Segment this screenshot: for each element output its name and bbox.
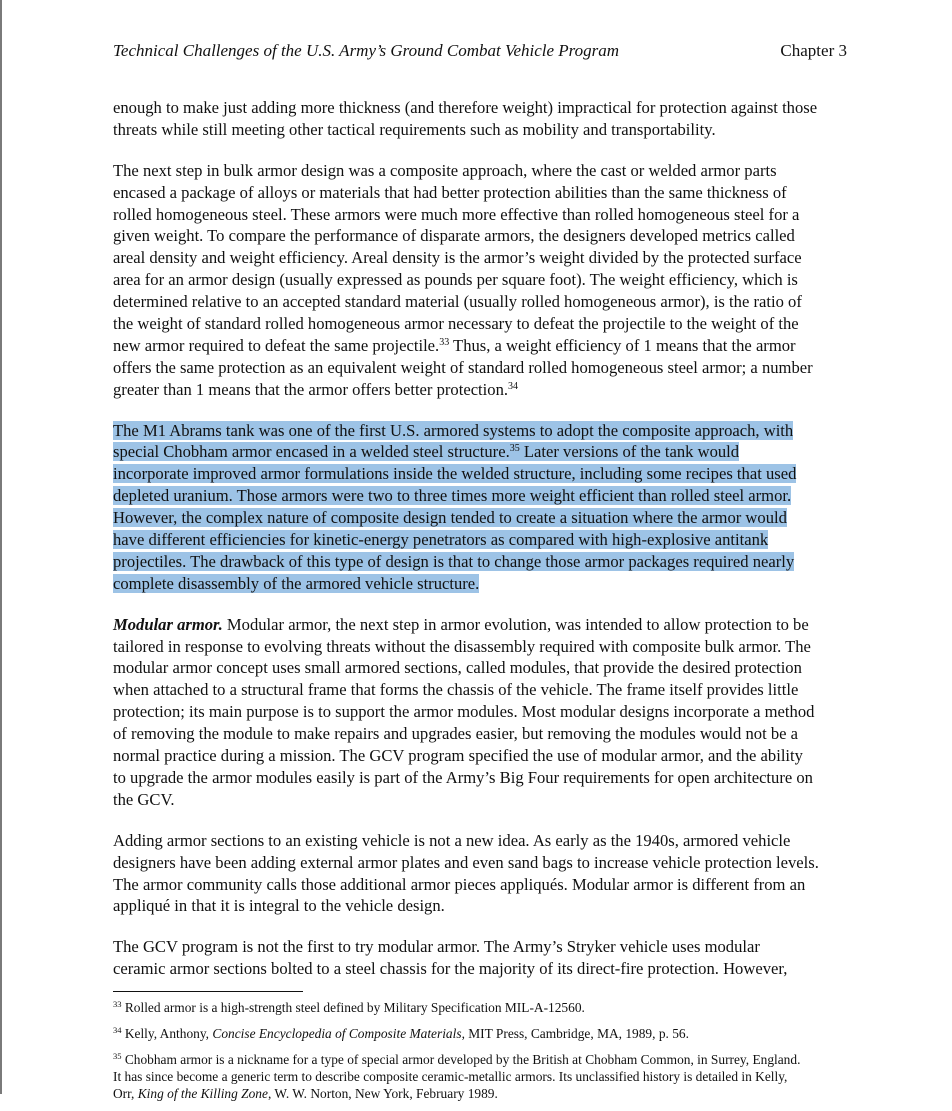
highlight-span: incorporate improved armor formulations inside the welded structure, including some recipes that used (113, 464, 797, 484)
paragraph-1 (113, 97, 853, 141)
text-line: appliqué in that it is integral to the vehicle design. (113, 896, 445, 916)
text-segment: special Chobham armor encased in a welded steel structure. (113, 442, 510, 462)
text-line: Adding armor sections to an existing vehicle is not a new idea. As early as the 1940s, armored vehicle (113, 830, 791, 850)
text-line (113, 614, 853, 636)
highlight-span: projectiles. The drawback of this type of design is that to change those armor packages required nearly (113, 551, 795, 571)
highlight-span: However, the complex nature of composite design tended to create a situation where the armor would (113, 508, 787, 528)
highlight-span (113, 442, 739, 461)
text-line: designers have been adding external armor plates and even sand bags to increase vehicle protection levels. (113, 852, 819, 872)
text-line: the GCV. (113, 789, 175, 809)
run-in-heading: Modular armor. (113, 614, 223, 634)
book-title: Concise Encyclopedia of Composite Materials (212, 1026, 462, 1041)
text-line (113, 335, 853, 357)
text-line (113, 463, 853, 485)
text-line: The armor community calls those additional armor pieces appliqués. Modular armor is different from an (113, 874, 806, 894)
footnote-ref-34[interactable]: 34 (508, 380, 519, 392)
text-line: the weight of standard rolled homogeneous armor necessary to defeat the projectile to the weight of the (113, 314, 799, 334)
paragraph-2 (113, 160, 853, 401)
text-line (113, 529, 853, 551)
footnote-number: 34 (113, 1025, 122, 1035)
text-line: modular armor concept uses small armored sections, called modules, that provide the desired protection (113, 658, 802, 678)
footnote-separator (113, 991, 303, 992)
chapter-label: Chapter 3 (780, 41, 847, 60)
footnote-text: Rolled armor is a high-strength steel defined by Military Specification MIL-A-12560. (121, 1000, 585, 1015)
text-segment: new armor required to defeat the same projectile. (113, 335, 440, 355)
footnote-text: Chobham armor is a nickname for a type of special armor developed by the British at Chobham Common, in Surrey, England. (121, 1052, 801, 1067)
text-line: encased a package of alloys or materials that had better protection abilities than the same thickness of (113, 182, 787, 202)
footnote-number: 33 (113, 999, 122, 1009)
text-line: The next step in bulk armor design was a composite approach, where the cast or welded armor parts (113, 160, 777, 180)
footnote-ref-35[interactable]: 35 (509, 443, 520, 455)
text-line: of removing the module to make repairs and upgrades easier, but removing the modules would not be a (113, 724, 799, 744)
paragraph-5 (113, 830, 853, 918)
footnote-text: It has since become a generic term to describe composite ceramic-metallic armors. Its unclassified history is detailed in Kelly, (113, 1069, 788, 1084)
paragraph-6 (113, 936, 853, 980)
paragraph-modular-armor (113, 614, 853, 811)
text-line: areal density and weight efficiency. Areal density is the armor’s weight divided by the protected surface (113, 248, 802, 268)
footnote-ref-33[interactable]: 33 (439, 336, 450, 348)
footnote-text: , W. W. Norton, New York, February 1989. (267, 1086, 498, 1101)
text-line (113, 441, 853, 463)
text-segment: Modular armor, the next step in armor evolution, was intended to allow protection to be (222, 614, 809, 634)
text-line (113, 379, 853, 401)
highlight-span: The M1 Abrams tank was one of the first U.S. armored systems to adopt the composite approach, with (113, 420, 794, 440)
text-line (113, 420, 853, 442)
document-body (113, 97, 853, 999)
page-left-edge (0, 0, 2, 1094)
highlight-span: depleted uranium. Those armors were two to three times more weight efficient than rolled steel armor. (113, 486, 792, 506)
text-line: normal practice during a mission. The GCV program specified the use of modular armor, and the ability (113, 746, 803, 766)
text-line: offers the same protection as an equivalent weight of standard rolled homogeneous steel armor; a number (113, 357, 813, 377)
highlight-span: have different efficiencies for kinetic-energy penetrators as compared with high-explosive antitank (113, 530, 769, 550)
text-line: given weight. To compare the performance of disparate armors, the designers developed metrics called (113, 226, 795, 246)
text-line: when attached to a structural frame that forms the chassis of the vehicle. The frame itself provides little (113, 680, 799, 700)
text-line (113, 551, 853, 573)
text-line: enough to make just adding more thickness (and therefore weight) impractical for protection against those (113, 98, 818, 117)
footnotes (113, 999, 853, 1111)
text-line (113, 485, 853, 507)
footnote-34 (113, 1025, 853, 1042)
highlight-span: complete disassembly of the armored vehicle structure. (113, 573, 480, 593)
highlighted-paragraph[interactable] (113, 420, 853, 595)
text-line: ceramic armor sections bolted to a steel chassis for the majority of its direct-fire protection. However, (113, 959, 788, 979)
text-line (113, 507, 853, 529)
footnote-33 (113, 999, 853, 1016)
text-line: threats while still meeting other tactical requirements such as mobility and transportability. (113, 119, 716, 139)
footnote-35 (113, 1051, 853, 1102)
text-line: determined relative to an accepted standard material (usually rolled homogeneous armor), is the ratio of (113, 292, 802, 312)
report-title: Technical Challenges of the U.S. Army’s Ground Combat Vehicle Program (113, 41, 620, 60)
footnote-text: Kelly, Anthony, (121, 1026, 213, 1041)
text-line: to upgrade the armor modules easily is part of the Army’s Big Four requirements for open architecture on (113, 767, 813, 787)
text-line: The GCV program is not the first to try modular armor. The Army’s Stryker vehicle uses modular (113, 937, 760, 957)
text-line: area for an armor design (usually expressed as pounds per square foot). The weight efficiency, which is (113, 270, 798, 290)
text-line (113, 573, 853, 595)
text-line: tailored in response to evolving threats without the disassembly required with composite bulk armor. The (113, 636, 811, 656)
text-segment: Thus, a weight efficiency of 1 means that the armor (449, 335, 796, 355)
footnote-text: , MIT Press, Cambridge, MA, 1989, p. 56. (461, 1026, 689, 1041)
text-segment: greater than 1 means that the armor offers better protection. (113, 379, 509, 399)
text-line: protection; its main purpose is to support the armor modules. Most modular designs incorporate a method (113, 702, 815, 722)
text-line: rolled homogeneous steel. These armors were much more effective than rolled homogeneous steel for a (113, 204, 800, 224)
footnote-text: Orr, (113, 1086, 138, 1101)
footnote-number: 35 (113, 1051, 122, 1061)
text-segment: Later versions of the tank would (519, 442, 740, 462)
book-title: King of the Killing Zone (137, 1086, 268, 1101)
